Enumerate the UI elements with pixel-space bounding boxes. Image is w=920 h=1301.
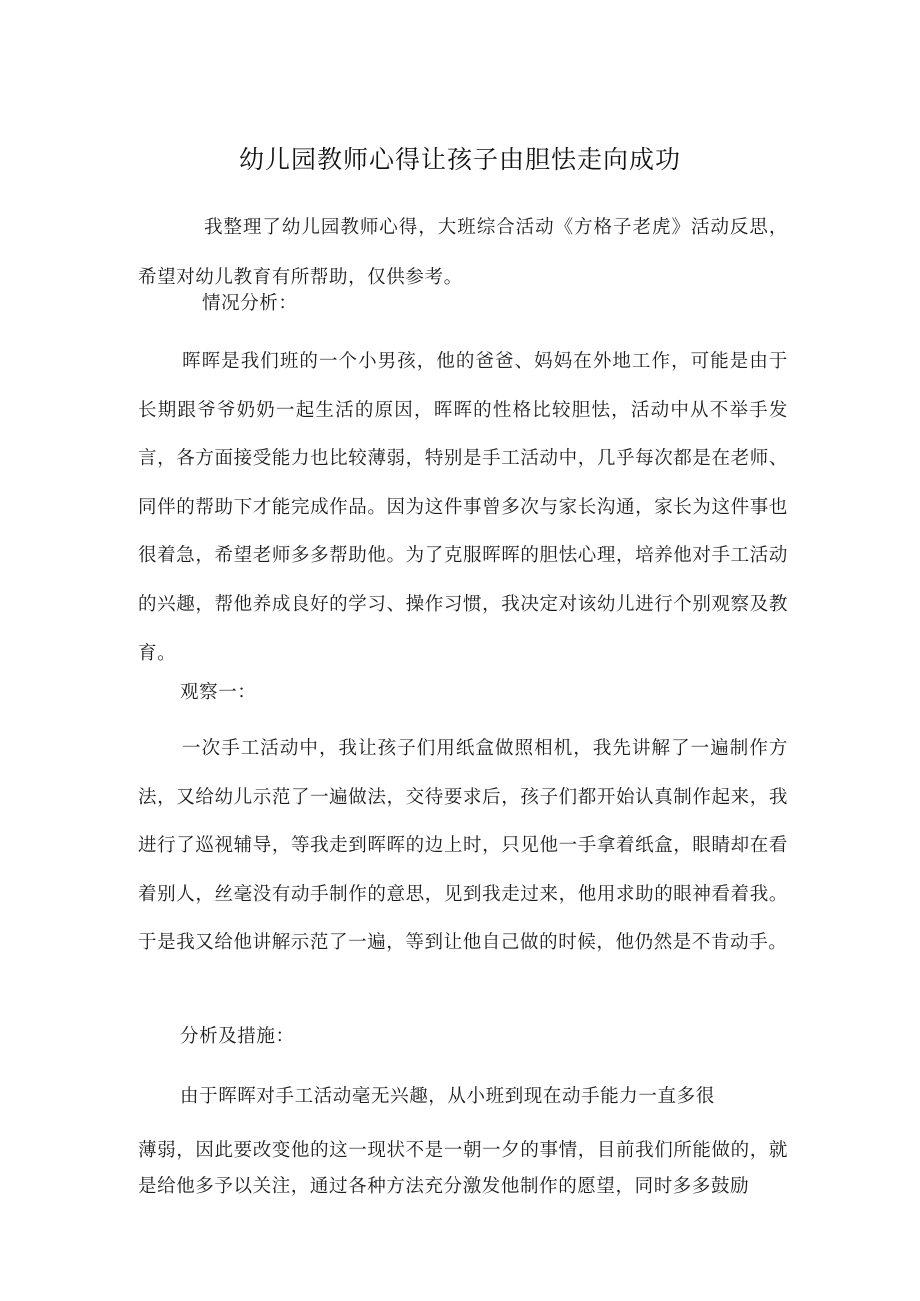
section-heading-observation: 观察一： [180,682,257,703]
observation-paragraph: 一次手工活动中，我让孩子们用纸盒做照相机，我先讲解了一遍制作方法，又给幼儿示范了一遍做法，交待要求后，孩子们都开始认真制作起来，我进行了巡视辅导，等我走到晖晖的边上时，只见他一手拿着纸盒，眼睛却在看着别人，丝毫没有动手制作的意思，见到我走过来，他用求助的眼神看着我。于是我又给他讲解示范了一遍，等到让他自己做的时候，他仍然是不肯动手。 [138,738,788,954]
section-heading-situation: 情况分析： [202,293,298,314]
intro-paragraph: 我整理了幼儿园教师心得，大班综合活动《方格子老虎》活动反思，希望对幼儿教育有所帮助，仅供参考。 [138,217,788,288]
section-heading-analysis: 分析及措施： [180,1026,295,1047]
situation-paragraph: 晖晖是我们班的一个小男孩，他的爸爸、妈妈在外地工作，可能是由于长期跟爷爷奶奶一起生活的原因，晖晖的性格比较胆怯，活动中从不举手发言，各方面接受能力也比较薄弱，特别是手工活动中，几乎每次都是在老师、同伴的帮助下才能完成作品。因为这件事曾多次与家长沟通，家长为这件事也很着急，希望老师多多帮助他。为了克服晖晖的胆怯心理，培养他对手工活动的兴趣，帮他养成良好的学习、操作习惯，我决定对该幼儿进行个别观察及教育。 [138,351,788,664]
analysis-first-line: 由于晖晖对手工活动毫无兴趣，从小班到现在动手能力一直多很 [180,1086,715,1107]
analysis-paragraph: 薄弱，因此要改变他的这一现状不是一朝一夕的事情，目前我们所能做的，就是给他多予以关注，通过各种方法充分激发他制作的愿望，同时多多鼓励 [138,1140,788,1197]
document-title: 幼儿园教师心得让孩子由胆怯走向成功 [238,145,681,174]
